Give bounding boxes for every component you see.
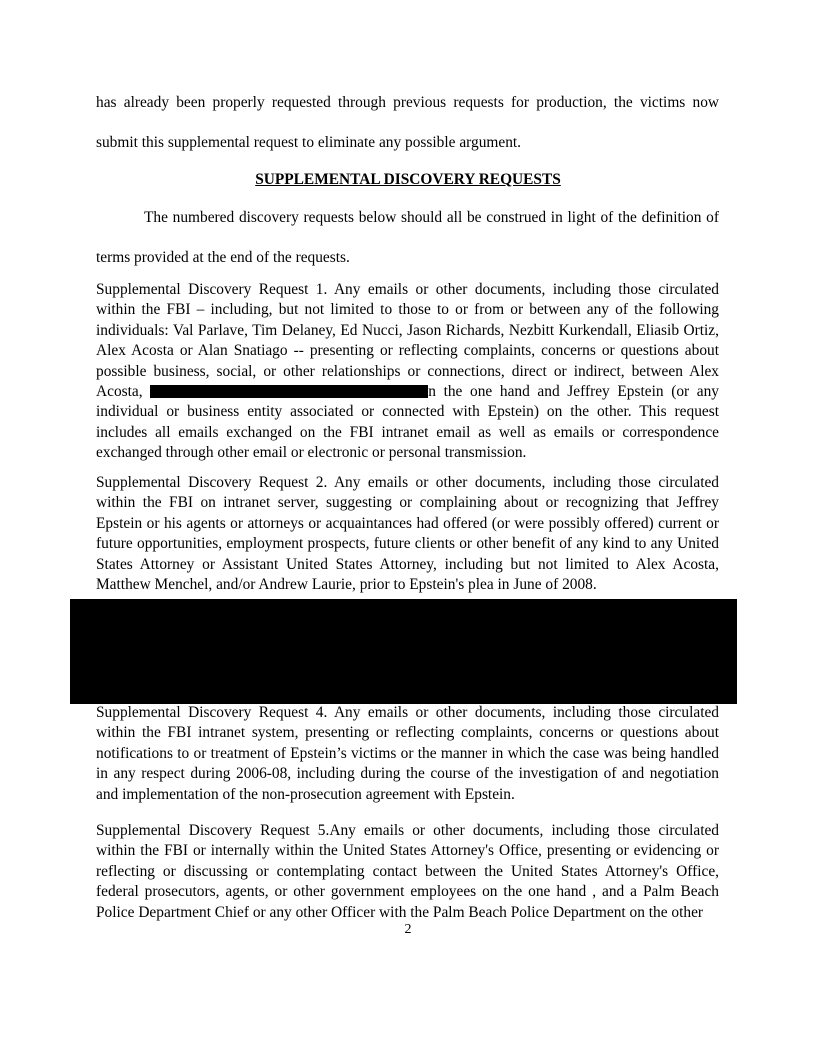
continuation-paragraph: has already been properly requested through previous requests for production, the victims now submit this supplemental request to eliminate any possible argument.: [96, 94, 719, 151]
request-5: Supplemental Discovery Request 5.Any emails or other documents, including those circulated within the FBI or internally within the United States Attorney's Office, presenting or evidencing or reflecting or discussing or contemplating contact between the United States Attorney's Office, federal prosecutors, agents, or other government employees on the one hand , and a Palm Beach Police Department Chief or any other Officer with the Palm Beach Police Department on the other: [96, 822, 719, 921]
request-1: [96, 280, 719, 464]
redaction-bar: [150, 385, 428, 398]
redaction-block: [70, 599, 737, 704]
intro-paragraph: The numbered discovery requests below should all be construed in light of the definition of terms provided at the end of the requests.: [96, 209, 719, 266]
section-heading: SUPPLEMENTAL DISCOVERY REQUESTS: [255, 171, 561, 188]
request-4: Supplemental Discovery Request 4. Any emails or other documents, including those circulated within the FBI intranet system, presenting or reflecting complaints, concerns or questions about notifications to or treatment of Epstein’s victims or the manner in which the case was being handled in any respect during 2006-08, including during the course of the investigation of and negotiation and implementation of the non-prosecution agreement with Epstein.: [96, 704, 719, 803]
page-number: 2: [404, 922, 412, 937]
request-2: Supplemental Discovery Request 2. Any emails or other documents, including those circulated within the FBI on intranet server, suggesting or complaining about or recognizing that Jeffrey Epstein or his agents or attorneys or acquaintances had offered (or were possibly offered) current or future opportunities, employment prospects, future clients or other benefit of any kind to any United States Attorney or Assistant United States Attorney, including but not limited to Alex Acosta, Matthew Menchel, and/or Andrew Laurie, prior to Epstein's plea in June of 2008.: [96, 474, 719, 594]
request-1-text-end: n the one hand and Jeffrey Epstein (or any individual or business entity associated or connected with Epstein) on the other. This request includes all emails exchanged on the FBI intranet email as well as emails or correspondence exchanged through other email or electronic or personal transmission.: [96, 383, 719, 462]
request-1-text-start: Supplemental Discovery Request 1. Any emails or other documents, including those circulated within the FBI – including, but not limited to those to or from or between any of the following individuals: Val Parlave, Tim Delaney, Ed Nucci, Jason Richards, Nezbitt Kurkendall, Eliasib Ortiz, Alex Acosta or Alan Snatiago -- presenting or reflecting complaints, concerns or questions about possible business, social, or other relationships or connections, direct or indirect, between Alex Acosta,: [96, 281, 719, 401]
